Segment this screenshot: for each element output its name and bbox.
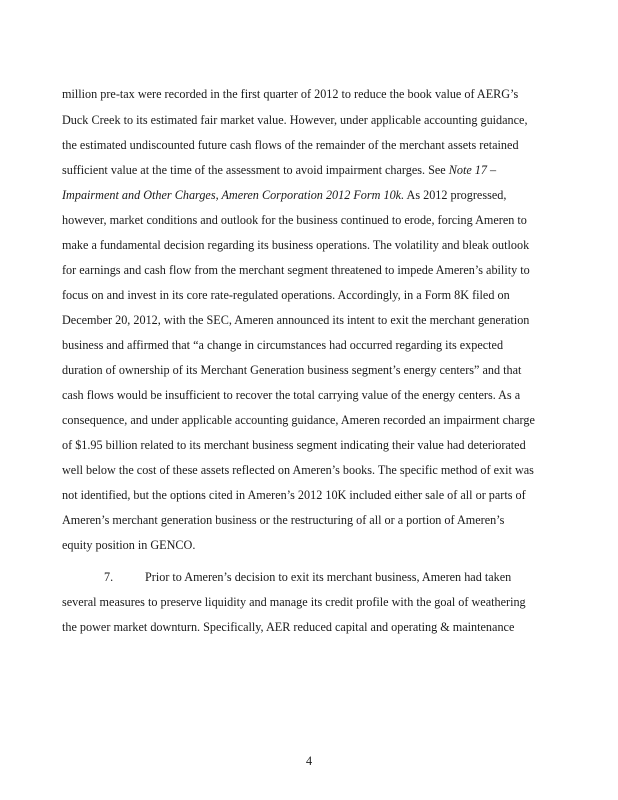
text-line: equity position in GENCO. bbox=[62, 538, 196, 552]
text-line: duration of ownership of its Merchant Generation business segment’s energy centers” and that bbox=[62, 363, 522, 377]
text-line: Duck Creek to its estimated fair market value. However, under applicable accounting guidance, bbox=[62, 113, 528, 127]
text-line: December 20, 2012, with the SEC, Ameren announced its intent to exit the merchant generation bbox=[62, 313, 530, 327]
text-line: Prior to Ameren’s decision to exit its merchant business, Ameren had taken bbox=[145, 570, 512, 584]
text-line: million pre-tax were recorded in the first quarter of 2012 to reduce the book value of AERG’s bbox=[62, 87, 519, 101]
text-line: several measures to preserve liquidity and manage its credit profile with the goal of weathering bbox=[62, 595, 526, 609]
text-line: business and affirmed that “a change in circumstances had occurred regarding its expected bbox=[62, 338, 504, 352]
text-line: consequence, and under applicable accounting guidance, Ameren recorded an impairment charge bbox=[62, 413, 535, 427]
text-line: the power market downturn. Specifically, AER reduced capital and operating & maintenance bbox=[62, 620, 515, 634]
text-span: As 2012 progressed, bbox=[404, 188, 507, 202]
text-line: the estimated undiscounted future cash flows of the remainder of the merchant assets retained bbox=[62, 138, 519, 152]
text-line: well below the cost of these assets reflected on Ameren’s books. The specific method of exit was bbox=[62, 463, 534, 477]
page-number: 4 bbox=[305, 754, 313, 768]
text-line: Ameren’s merchant generation business or the restructuring of all or a portion of Ameren’s bbox=[62, 513, 505, 527]
text-line: make a fundamental decision regarding its business operations. The volatility and bleak outlook bbox=[62, 238, 530, 252]
note-reference-continued: Impairment and Other Charges, Ameren Corporation 2012 Form 10k. bbox=[62, 188, 405, 202]
text-line: cash flows would be insufficient to recover the total carrying value of the energy centers. As a bbox=[62, 388, 521, 402]
text-span: sufficient value at the time of the assessment to avoid impairment charges. See bbox=[62, 163, 449, 177]
text-line bbox=[62, 187, 506, 203]
paragraph-number: 7. bbox=[104, 570, 114, 584]
text-line: for earnings and cash flow from the merchant segment threatened to impede Ameren’s ability to bbox=[62, 263, 530, 277]
text-line bbox=[62, 162, 496, 178]
text-line: however, market conditions and outlook for the business continued to erode, forcing Ameren to bbox=[62, 213, 527, 227]
note-reference: Note 17 – bbox=[448, 163, 497, 177]
text-line: focus on and invest in its core rate-regulated operations. Accordingly, in a Form 8K filed on bbox=[62, 288, 510, 302]
text-line: of $1.95 billion related to its merchant business segment indicating their value had deteriorated bbox=[62, 438, 526, 452]
text-line: not identified, but the options cited in Ameren’s 2012 10K included either sale of all or parts of bbox=[62, 488, 526, 502]
